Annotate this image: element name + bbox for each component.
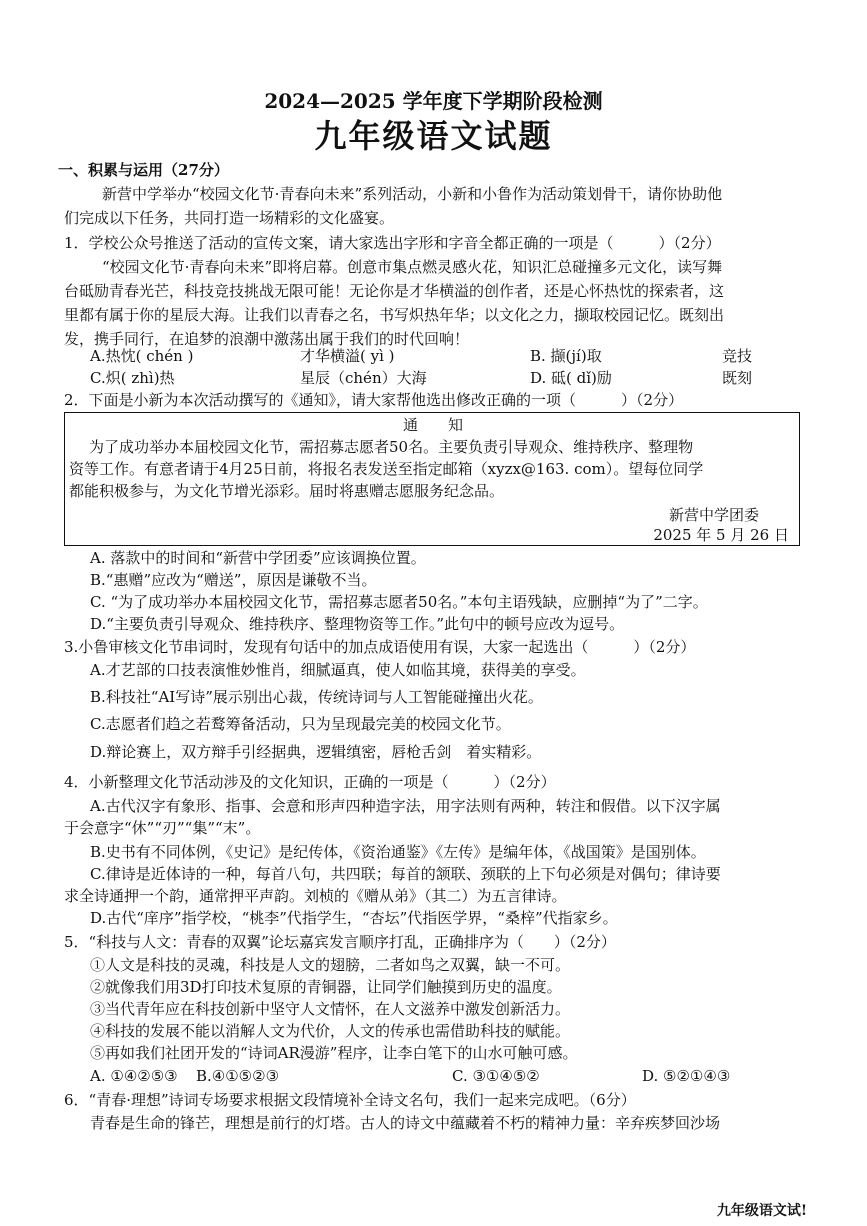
q4-option-c-line2: 求全诗通押一个韵，通常押平声韵。刘桢的《赠从弟》（其二）为五言律诗。: [64, 887, 567, 905]
notice-signature: 新营中学团委: [668, 506, 759, 524]
q4-stem: 4．小新整理文化节活动涉及的文化知识，正确的一项是（ ）（2分）: [64, 773, 556, 791]
q1-stem: 1．学校公众号推送了活动的宣传文案，请大家选出字形和字音全都正确的一项是（ ）（2分）: [64, 234, 721, 252]
q3-option-c: C.志愿者们趋之若鹜筹备活动，只为呈现最完美的校园文化节。: [90, 715, 511, 733]
notice-title: 通 知: [402, 416, 463, 434]
notice-line1: 为了成功举办本届校园文化节，需招募志愿者50名。主要负责引导观众、维持秩序、整理物: [89, 438, 694, 456]
section1-intro-line1: 新营中学举办“校园文化节·青春向未来”系列活动，小新和小鲁作为活动策划骨干，请你协助他: [102, 185, 723, 203]
q3-option-a: A.才艺部的口技表演惟妙惟肖，细腻逼真，使人如临其境，获得美的享受。: [90, 661, 586, 679]
q5-stem: 5．“科技与人文：青春的双翼”论坛嘉宾发言顺序打乱，正确排序为（ ）（2分）: [64, 933, 616, 951]
q1-option-c-word2: 星辰（chén）大海: [300, 369, 427, 387]
q5-option-d: D. ⑤②①④③: [642, 1067, 731, 1085]
q4-option-a-line2: 于会意字“休”“刃”“集”“末”。: [64, 819, 261, 837]
q5-sentence-1: ①人文是科技的灵魂，科技是人文的翅膀，二者如鸟之双翼，缺一不可。: [90, 956, 571, 974]
q5-sentence-3: ③当代青年应在科技创新中坚守人文情怀，在人文滋养中激发创新活力。: [90, 1000, 571, 1018]
q1-passage-line2: 台砥励青春光芒，科技竞技挑战无限可能！无论你是才华横溢的创作者，还是心怀热忱的探索者，这: [64, 282, 725, 300]
q3-option-d: D.辩论赛上，双方辩手引经据典，逻辑缜密，唇枪舌剑 着实精彩。: [90, 743, 542, 761]
q2-option-a: A. 落款中的时间和“新营中学团委”应该调换位置。: [90, 549, 426, 567]
q1-option-a: A.热忱( chén ): [90, 347, 194, 365]
q1-option-d: D. 砥( dǐ)励: [530, 369, 612, 387]
q2-option-c: C. “为了成功举办本届校园文化节，需招募志愿者50名。”本句主语残缺，应删掉“为了”二字。: [90, 593, 708, 611]
section1-intro-line2: 们完成以下任务，共同打造一场精彩的文化盛宴。: [64, 209, 395, 227]
exam-subject-title: 九年级语文试题: [314, 117, 553, 155]
q1-option-c: C.炽( zhì)热: [90, 369, 175, 387]
q1-passage-line4: 发，携手同行，在追梦的浪潮中激荡出属于我们的时代回响！: [64, 330, 470, 348]
q5-sentence-2: ②就像我们用3D打印技术复原的青铜器，让同学们触摸到历史的温度。: [90, 978, 562, 996]
q2-option-d: D.“主要负责引导观众、维持秩序、整理物资等工作。”此句中的顿号应改为逗号。: [90, 615, 625, 633]
q5-option-a: A. ①④②⑤③: [90, 1067, 178, 1085]
notice-date: 2025 年 5 月 26 日: [653, 526, 789, 544]
q2-option-b: B.“惠赠”应改为“赠送”，原因是谦敬不当。: [90, 571, 377, 589]
q1-option-d-word2: 既刻: [722, 369, 753, 387]
q4-option-d: D.古代“庠序”指学校，“桃李”代指学生，“杏坛”代指医学界，“桑梓”代指家乡。: [90, 909, 618, 927]
q3-stem: 3.小鲁审核文化节串词时，发现有句话中的加点成语使用有误，大家一起选出（ ）（2分）: [64, 638, 696, 656]
page-footer: 九年级语文试!: [716, 1203, 807, 1219]
notice-line3: 都能积极参与，为文化节增光添彩。届时将惠赠志愿服务纪念品。: [69, 482, 505, 500]
section1-heading: 一、积累与运用（27分）: [58, 161, 229, 179]
q5-option-c: C. ③①④⑤②: [452, 1067, 540, 1085]
exam-term-title: 2024—2025 学年度下学期阶段检测: [264, 89, 603, 113]
notice-box: [64, 412, 800, 546]
q4-option-a-line1: A.古代汉字有象形、指事、会意和形声四种造字法，用字法则有两种，转注和假借。以下汉字属: [90, 797, 721, 815]
notice-line2: 资等工作。有意者请于4月25日前，将报名表发送至指定邮箱（xyzx@163. com）。望每位同学: [69, 460, 704, 478]
q5-sentence-5: ⑤再如我们社团开发的“诗词AR漫游”程序，让李白笔下的山水可触可感。: [90, 1044, 578, 1062]
q3-option-b: B.科技社“AI写诗”展示别出心裁，传统诗词与人工智能碰撞出火花。: [90, 688, 543, 706]
q2-stem: 2．下面是小新为本次活动撰写的《通知》，请大家帮他选出修改正确的一项（ ）（2分）: [64, 391, 684, 409]
q4-option-c-line1: C.律诗是近体诗的一种，每首八句，共四联；每首的颔联、颈联的上下句必须是对偶句；律诗要: [90, 865, 721, 883]
q1-option-b-word2: 竞技: [722, 347, 753, 365]
q4-option-b: B.史书有不同体例，《史记》是纪传体，《资治通鉴》《左传》是编年体，《战国策》是国别体。: [90, 843, 706, 861]
q1-passage-line3: 里都有属于你的星辰大海。让我们以青春之名，书写炽热年华；以文化之力，撷取校园记忆。既刻出: [64, 306, 725, 324]
q6-stem: 6．“青春·理想”诗词专场要求根据文段情境补全诗文名句，我们一起来完成吧。（6分）: [64, 1091, 636, 1109]
q1-option-a-word2: 才华横溢( yì ): [300, 347, 395, 365]
q5-option-b: B.④①⑤②③: [196, 1067, 280, 1085]
q1-option-b: B. 撷(jí)取: [530, 347, 602, 365]
q5-sentence-4: ④科技的发展不能以消解人文为代价，人文的传承也需借助科技的赋能。: [90, 1022, 571, 1040]
q1-passage-line1: “校园文化节·青春向未来”即将启幕。创意市集点燃灵感火花，知识汇总碰撞多元文化，读写舞: [102, 258, 723, 276]
q6-passage-line1: 青春是生命的锋芒，理想是前行的灯塔。古人的诗文中蕴藏着不朽的精神力量：辛弃疾梦回沙场: [90, 1114, 721, 1132]
